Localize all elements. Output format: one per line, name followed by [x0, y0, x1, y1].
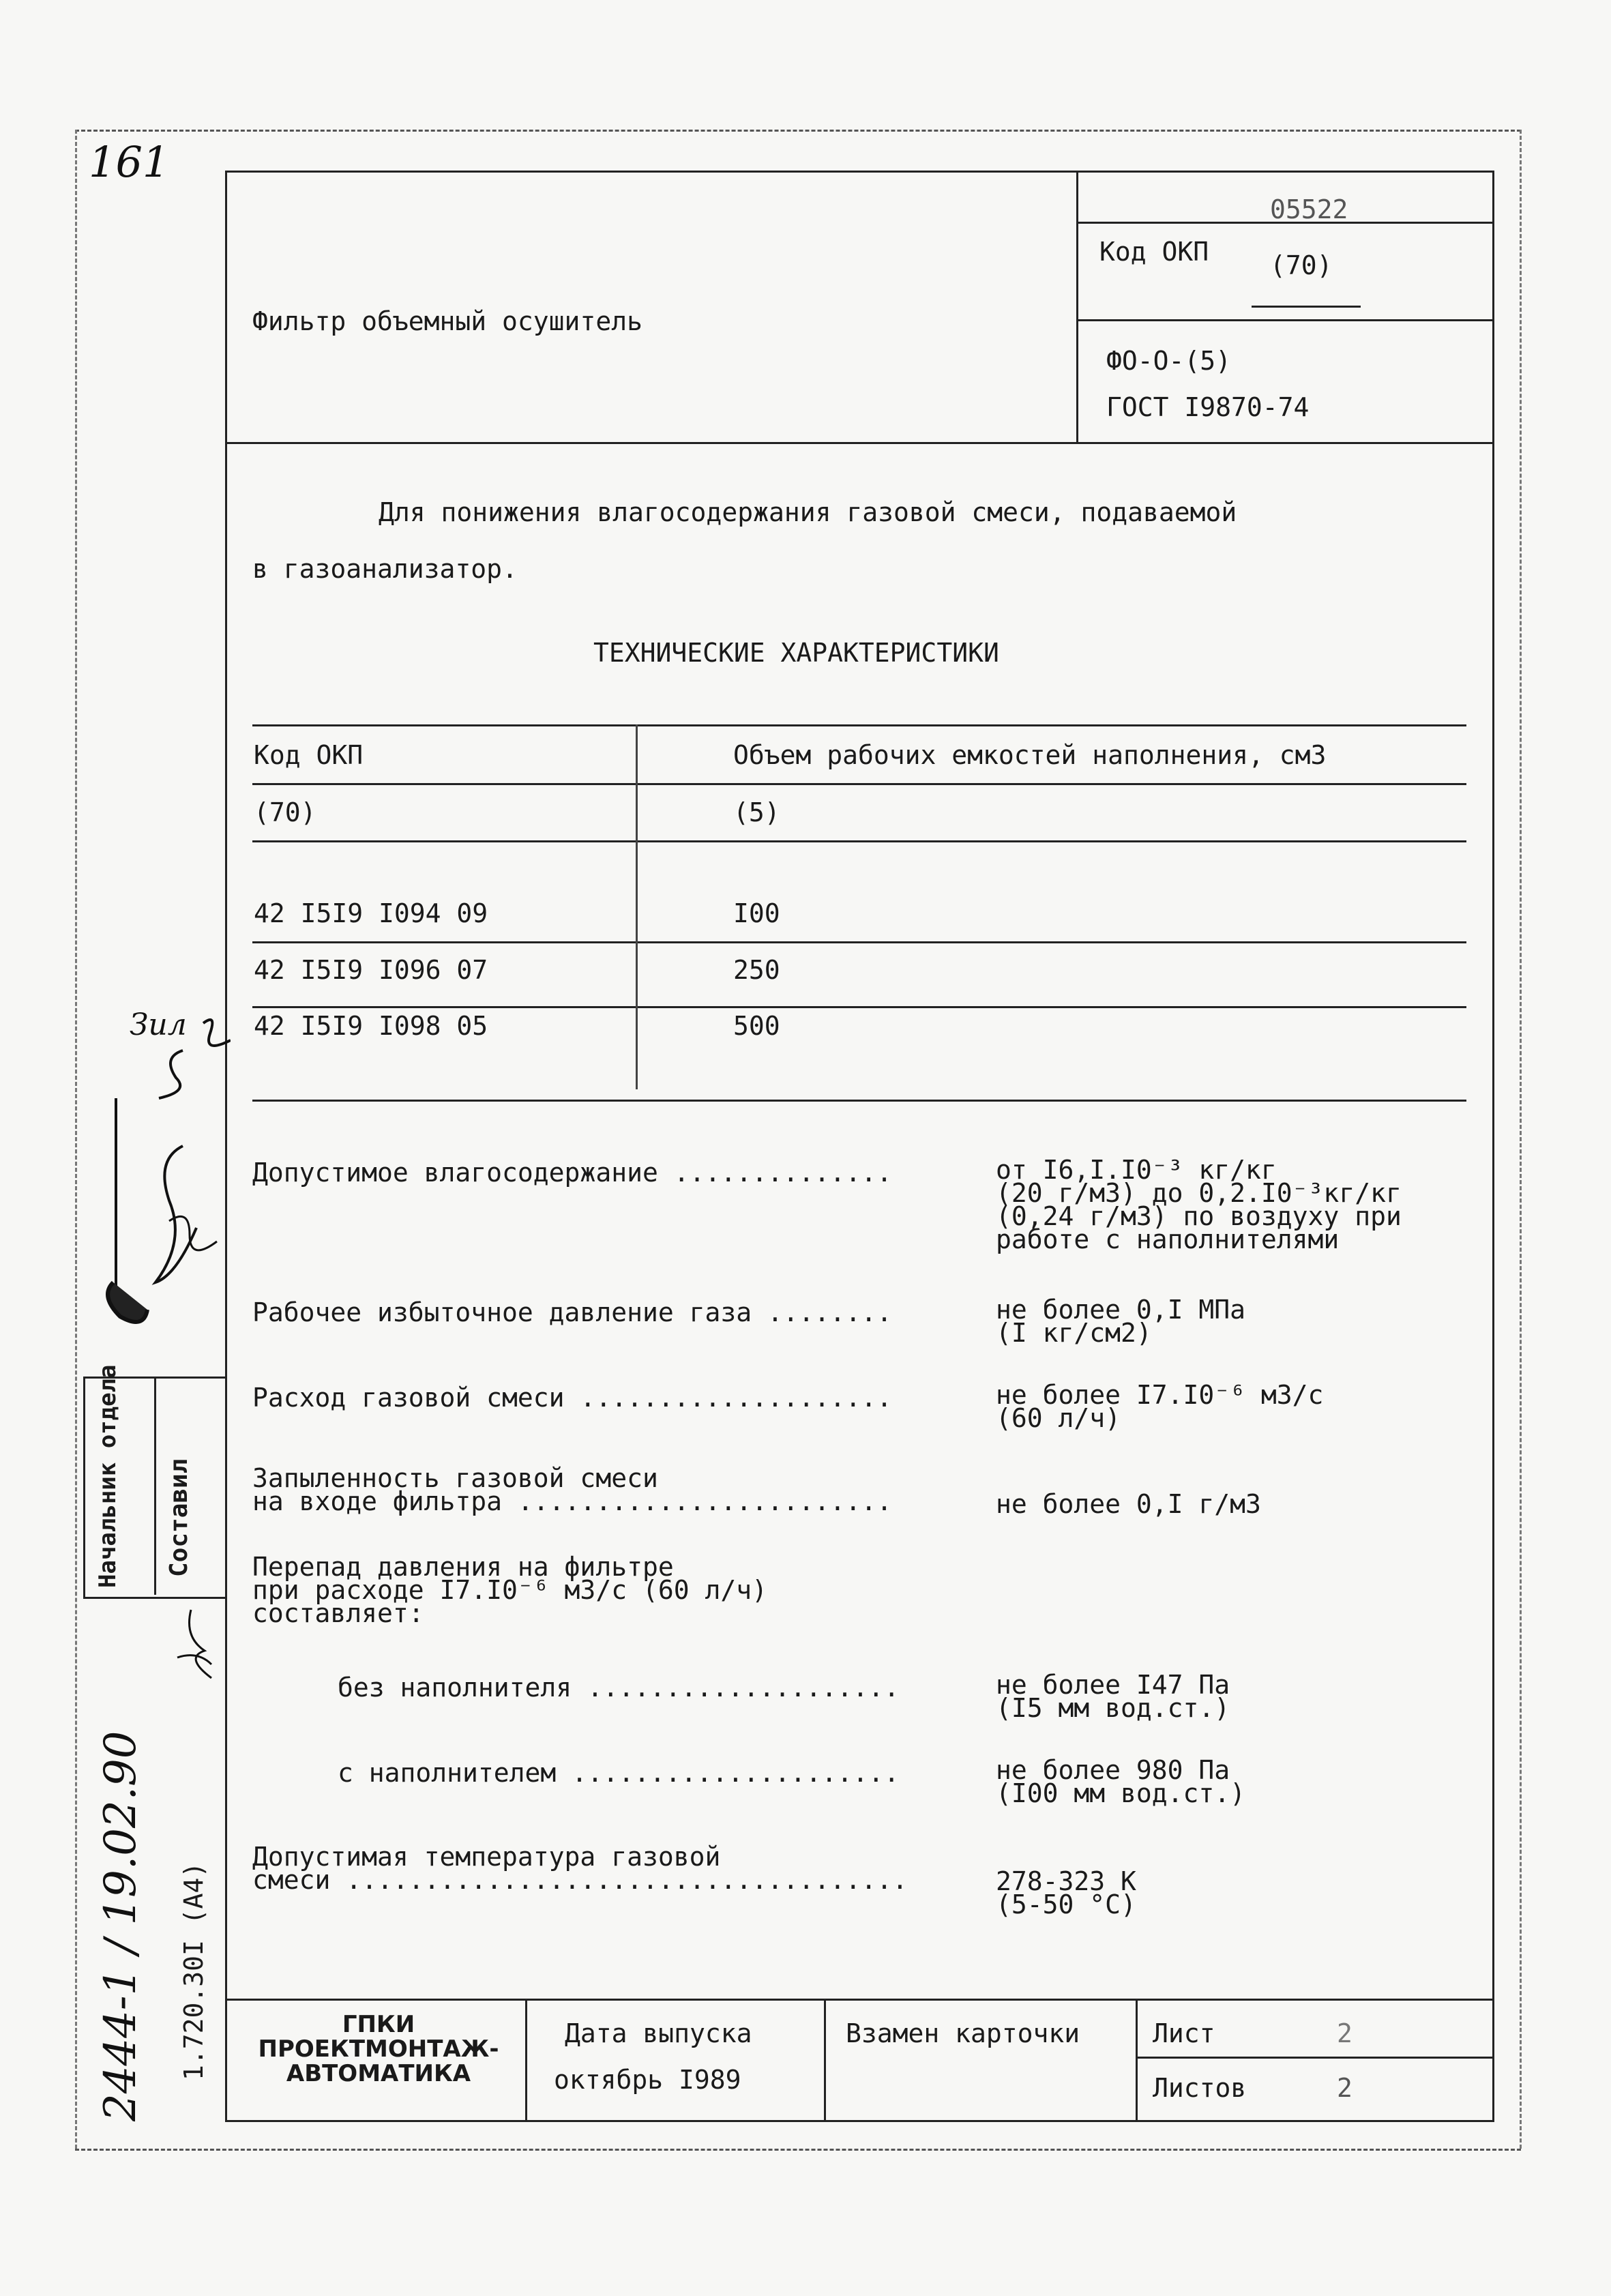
table-col1-sub: (70) — [254, 797, 316, 827]
left-scan-edge — [75, 130, 77, 2149]
footer-div-3 — [1136, 1999, 1138, 2121]
purpose-line-1: Для понижения влагосодержания газовой смеси, подаваемой — [379, 497, 1237, 527]
table-col2-sub: (5) — [733, 797, 780, 827]
table-column-divider — [636, 724, 638, 1089]
footer-sheet-label: Лист — [1153, 2018, 1215, 2048]
table-row-1-volume: I00 — [733, 898, 780, 928]
document-title: Фильтр объемный осушитель — [252, 306, 642, 336]
spec-flow-value: не более I7.I0⁻⁶ м3/с (60 л/ч) — [996, 1380, 1324, 1433]
table-row-2-volume: 250 — [733, 955, 780, 985]
side-handwritten-date: 2444-1 / 19.02.90 — [95, 1731, 146, 2121]
table-row-3-code: 42 I5I9 I098 05 — [254, 1011, 488, 1041]
table-sub-line — [252, 840, 1466, 842]
footer-top-line — [225, 1999, 1494, 2001]
footer-sheet-line — [1136, 2057, 1494, 2059]
spec-dust-label: Запыленность газовой смеси на входе фильтра ........................ — [252, 1463, 892, 1516]
table-row1-line — [252, 941, 1466, 943]
right-scan-edge — [1520, 130, 1522, 2149]
table-col2-header: Объем рабочих емкостей наполнения, см3 — [733, 740, 1327, 770]
frame-top — [225, 171, 1494, 173]
frame-bottom — [225, 2120, 1494, 2122]
footer-release-label: Дата выпуска — [565, 2018, 752, 2048]
side-author-label: Составил — [165, 1458, 193, 1577]
spec-pressure-label: Рабочее избыточное давление газа ........ — [252, 1297, 892, 1327]
spec-moisture-value: от I6,I.I0⁻³ кг/кг (20 г/м3) до 0,2.I0⁻³кг/кг (0,24 г/м3) по воздуху при работе с наполнителями — [996, 1155, 1402, 1254]
signatures-drawing — [80, 1007, 231, 1392]
spec-temperature-value: 278-323 К (5-50 °С) — [996, 1866, 1136, 1919]
handwritten-mark: Зил — [130, 1007, 187, 1042]
footer-org — [239, 2012, 518, 2086]
okp-value-underline — [1252, 306, 1361, 308]
footer-sheets-label: Листов — [1153, 2073, 1247, 2103]
footer-sheets-value: 2 — [1337, 2073, 1353, 2103]
table-row-3-volume: 500 — [733, 1011, 780, 1041]
spec-no-filler-label: без наполнителя .................... — [338, 1673, 900, 1703]
table-row2-line — [252, 1006, 1466, 1008]
spec-dust-value: не более 0,I г/м3 — [996, 1489, 1261, 1519]
section-title: ТЕХНИЧЕСКИЕ ХАРАКТЕРИСТИКИ — [593, 638, 999, 668]
page-number: 161 — [89, 137, 170, 187]
header-okp-bottom-line — [1076, 319, 1494, 321]
okp-label: Код ОКП — [1099, 237, 1209, 267]
small-initials-drawing — [164, 1603, 225, 1698]
footer-org-line-2: ПРОЕКТМОНТАЖ- — [258, 2035, 499, 2063]
side-strip-divider — [154, 1377, 156, 1595]
model-code: ФО-О-(5) — [1106, 346, 1232, 376]
table-col1-header: Код ОКП — [254, 740, 364, 770]
side-head-label: Начальник отдела — [94, 1364, 121, 1588]
spec-flow-label: Расход газовой смеси .................... — [252, 1383, 892, 1413]
footer-div-1 — [525, 1999, 527, 2121]
table-top-line — [252, 724, 1466, 726]
table-header-line — [252, 783, 1466, 785]
top-scan-edge — [75, 130, 1521, 132]
footer-replaces-label: Взамен карточки — [846, 2018, 1080, 2048]
footer-release-date: октябрь I989 — [554, 2065, 741, 2095]
gost-code: ГОСТ I9870-74 — [1106, 392, 1310, 422]
purpose-line-2: в газоанализатор. — [252, 554, 518, 584]
table-row-1-code: 42 I5I9 I094 09 — [254, 898, 488, 928]
footer-org-line-3: АВТОМАТИКА — [286, 2060, 471, 2087]
spec-drop-label: Перепад давления на фильтре при расходе I7.I0⁻⁶ м3/с (60 л/ч) составляет: — [252, 1552, 767, 1628]
header-right-divider — [1076, 171, 1078, 442]
spec-no-filler-value: не более I47 Па (I5 мм вод.ст.) — [996, 1670, 1230, 1723]
footer-org-line-1: ГПКИ — [342, 2011, 415, 2038]
doc-code: 05522 — [1270, 194, 1348, 224]
table-bottom-line — [252, 1100, 1466, 1102]
header-bottom-line — [225, 442, 1494, 444]
okp-value: (70) — [1270, 250, 1333, 280]
spec-pressure-value: не более 0,I МПа (I кг/см2) — [996, 1295, 1246, 1348]
footer-div-2 — [824, 1999, 826, 2121]
table-row-2-code: 42 I5I9 I096 07 — [254, 955, 488, 985]
spec-temperature-label: Допустимая температура газовой смеси .................................... — [252, 1842, 908, 1895]
spec-moisture-label: Допустимое влагосодержание .............. — [252, 1158, 892, 1188]
footer-sheet-value: 2 — [1337, 2018, 1353, 2048]
bottom-scan-edge — [75, 2149, 1521, 2151]
frame-right — [1492, 171, 1494, 2121]
spec-filler-label: с наполнителем ..................... — [338, 1758, 900, 1788]
spec-filler-value: не более 980 Па (I00 мм вод.ст.) — [996, 1755, 1246, 1808]
side-code: 1.720.30I (А4) — [179, 1861, 209, 2080]
